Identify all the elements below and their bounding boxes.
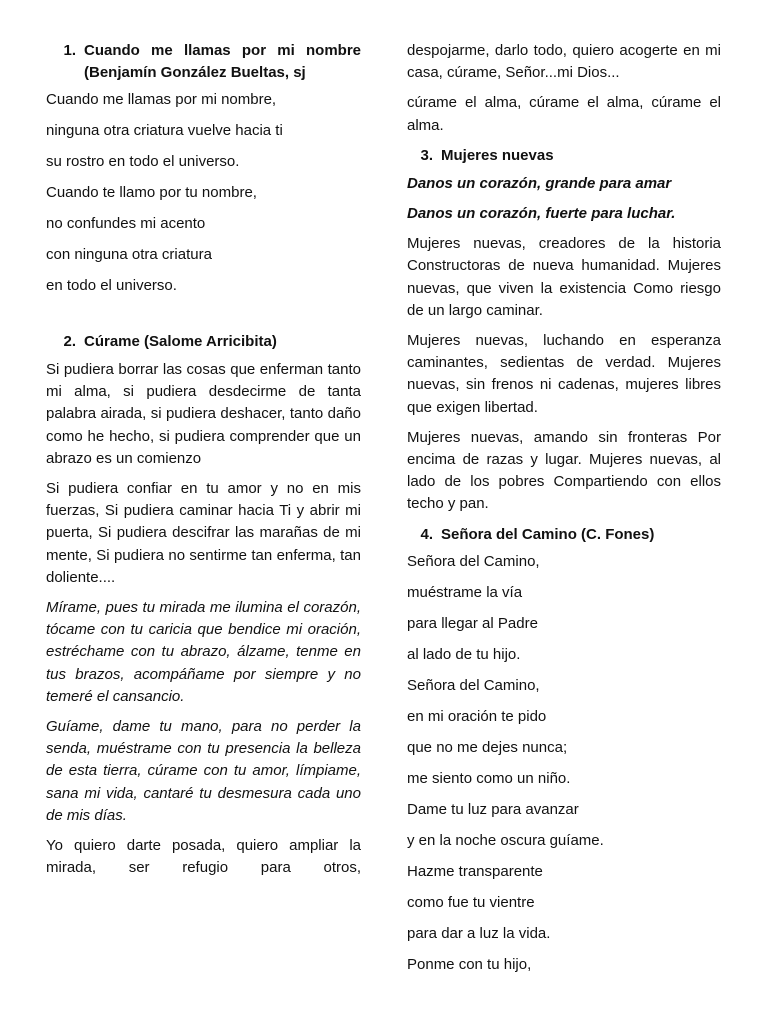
left-column [46,40,361,887]
poem-line: ninguna otra criatura vuelve hacia ti [46,122,283,139]
section-4-number: 4. [420,525,433,543]
poem-line: Dame tu luz para avanzar [407,800,579,818]
poem-line: Hazme transparente [407,862,543,880]
section-4-title: Señora del Camino (C. Fones) [441,525,655,543]
poem-line: para llegar al Padre [407,614,538,632]
section-2-body [46,359,361,879]
section-spacer [46,307,361,331]
section-1-heading [46,40,361,84]
italic-paragraph: Mírame, pues tu mirada me ilumina el corazón, tócame con tu caricia que bendice mi oración, estréchame con tu abrazo, álzame, tenme en tus brazos, acompáñame por siempre y no temeré el cansancio. [46,599,361,705]
section-2-continued [407,40,721,137]
paragraph: Mujeres nuevas, luchando en esperanza caminantes, sedientas de verdad. Mujeres nuevas, sin frenos ni cadenas, mujeres libres que exigen libertad. [407,332,721,416]
paragraph: despojarme, darlo todo, quiero acogerte en mi casa, cúrame, Señor...mi Dios... [407,42,721,82]
poem-line: con ninguna otra criatura [46,246,212,263]
poem-line: Señora del Camino, [407,552,540,570]
section-4-heading [407,524,721,546]
section-2-title: Cúrame (Salome Arricibita) [84,333,277,350]
section-2-number: 2. [63,333,76,350]
poem-line: para dar a luz la vida. [407,924,551,942]
paragraph: Yo quiero darte posada, quiero ampliar la mirada, ser refugio para otros, [46,837,361,877]
section-3-number: 3. [420,146,433,164]
poem-line: que no me dejes nunca; [407,738,568,756]
section-1-title: Cuando me llamas por mi nombre (Benjamín González Bueltas, sj [84,42,361,81]
section-3-heading [407,145,721,167]
refrain-line: Danos un corazón, fuerte para luchar. [407,205,676,223]
paragraph: Mujeres nuevas, creadores de la historia Constructoras de nueva humanidad. Mujeres nuevas, que viven la existencia Como riesgo de un largo caminar. [407,235,721,319]
paragraph: cúrame el alma, cúrame el alma, cúrame el alma. [407,94,721,134]
poem-line: en todo el universo. [46,277,177,294]
poem-line: al lado de tu hijo. [407,645,521,663]
poem-line: me siento como un niño. [407,769,571,787]
section-3-title: Mujeres nuevas [441,146,554,164]
italic-paragraph: Guíame, dame tu mano, para no perder la senda, muéstrame con tu presencia la belleza de esta tierra, cúrame con tu amor, límpiame, sana mi vida, cantaré tu desmesura cada uno de mis días. [46,718,361,824]
poem-line: muéstrame la vía [407,583,523,601]
poem-line: Ponme con tu hijo, [407,955,532,973]
paragraph: Si pudiera borrar las cosas que enferman tanto mi alma, si pudiera desdecirme de tanta palabra airada, si pudiera deshacer, tanto daño como he hecho, si pudiera comprender que un abrazo es un comienzo [46,361,361,467]
paragraph: Si pudiera confiar en tu amor y no en mis fuerzas, Si pudiera caminar hacia Ti y abrir mi puerta, Si pudiera descifrar las marañas de mi mente, Si pudiera no sentirme tan enferma, tan doliente.... [46,480,361,586]
paragraph: Mujeres nuevas, amando sin fronteras Por encima de razas y lugar. Mujeres nuevas, al lado de los pobres Compartiendo con ellos techo y pan. [407,428,721,513]
poem-line: Señora del Camino, [407,676,540,694]
poem-line: Cuando me llamas por mi nombre, [46,91,277,108]
section-1-poem [46,90,361,296]
poem-line: no confundes mi acento [46,215,206,232]
section-3-body [407,173,721,516]
poem-line: en mi oración te pido [407,707,547,725]
poem-line: su rostro en todo el universo. [46,153,240,170]
section-1-number: 1. [63,42,76,59]
right-column [407,40,721,986]
poem-line: y en la noche oscura guíame. [407,831,604,849]
section-2-heading [46,331,361,353]
poem-line: como fue tu vientre [407,893,535,911]
poem-line: Cuando te llamo por tu nombre, [46,184,257,201]
section-4-poem [407,552,721,975]
refrain-line: Danos un corazón, grande para amar [407,174,672,192]
